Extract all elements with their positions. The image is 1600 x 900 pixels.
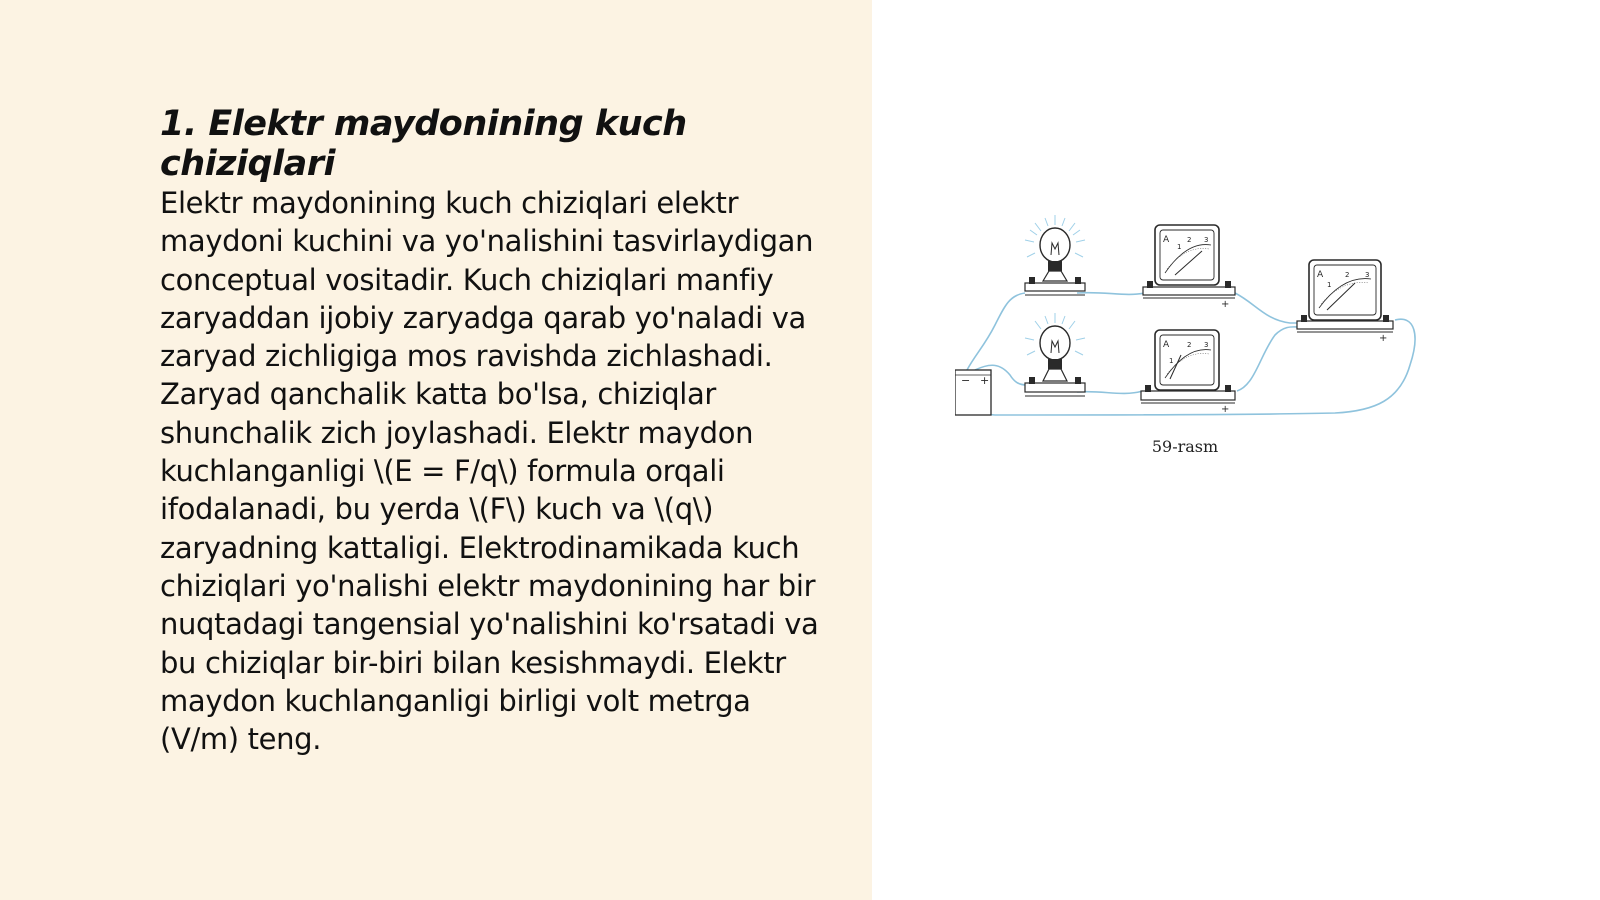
battery-minus: − [961,374,971,387]
circuit-figure [955,215,1445,475]
ammeter-top-scale-1: 1 [1177,243,1182,251]
ammeter-bottom-plus: + [1221,404,1230,415]
ammeter-top-label: A [1163,235,1170,245]
ammeter-right-scale-1: 1 [1327,281,1332,289]
battery-plus: + [980,374,990,387]
slide-title: 1. Elektr maydonining kuch chiziqlari [160,104,687,184]
ammeter-bottom [1141,330,1235,415]
ammeter-top-scale-2: 2 [1187,236,1192,244]
ammeter-top-plus: + [1221,299,1230,310]
ammeter-top [1143,225,1235,310]
ammeter-bottom-scale-1: 1 [1169,357,1174,365]
ammeter-right-scale-2: 2 [1345,271,1350,279]
ammeter-top-scale-3: 3 [1204,236,1209,244]
ammeter-bottom-label: A [1163,340,1170,350]
ammeter-bottom-scale-3: 3 [1204,341,1209,349]
battery [955,370,991,415]
ammeter-right-scale-3: 3 [1365,271,1370,279]
ammeter-right [1297,260,1393,344]
circuit-diagram [955,215,1445,475]
lamp-bottom [1025,313,1085,396]
lamp-top [1025,215,1085,295]
slide-body-text: Elektr maydonining kuch chiziqlari elektr maydoni kuchini va yo'nalishini tasvirlaydigan conceptual vositadir. Kuch chiziqlari manfiy zaryaddan ijobiy zaryadga qarab yo'naladi va zaryad zichligiga mos ravishda zichlashadi. Zaryad qanchalik katta bo'lsa, chiziqlar shunchalik zich joylashadi. Elektr maydon kuchlanganligi \(E = F/q\) formula orqali ifodalanadi, bu yerda \(F\) kuch va \(q\) zaryadning kattaligi. Elektrodinamikada kuch chiziqlari yo'nalishi elektr maydonining har bir nuqtadagi tangensial yo'nalishini ko'rsatadi va bu chiziqlar bir-biri bilan kesishmaydi. Elektr maydon kuchlanganligi birligi volt metrga (V/m) teng. [160,186,819,757]
ammeter-bottom-scale-2: 2 [1187,341,1192,349]
figure-caption: 59-rasm [1151,437,1219,456]
ammeter-right-label: A [1317,270,1324,280]
ammeter-right-plus: + [1379,333,1388,344]
